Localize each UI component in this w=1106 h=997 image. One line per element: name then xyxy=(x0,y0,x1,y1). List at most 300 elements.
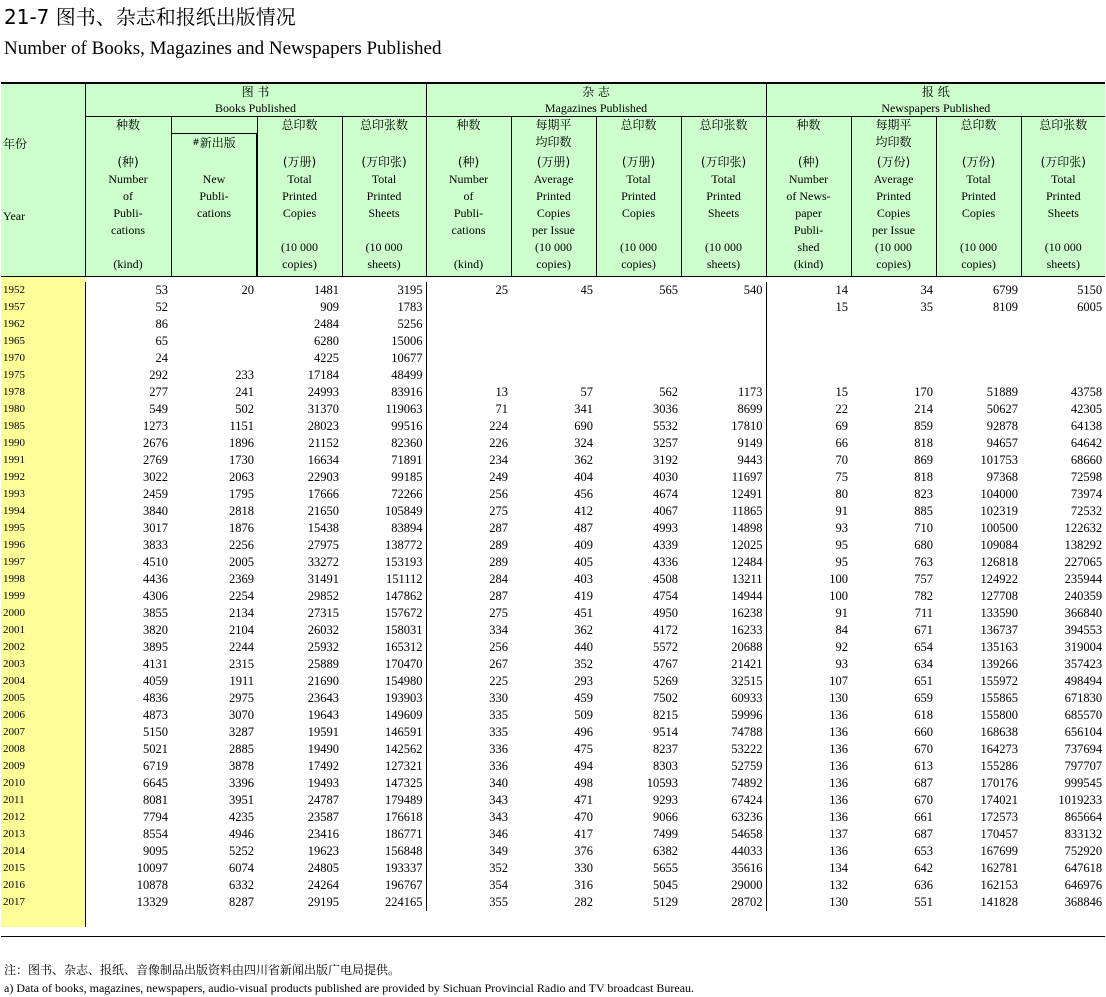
value-cell: 3951 xyxy=(229,793,254,807)
value-cell: 3022 xyxy=(85,469,171,486)
value-cell: 687 xyxy=(914,776,934,790)
value-cell: 142562 xyxy=(385,742,423,756)
value-cell: 4508 xyxy=(653,572,679,586)
value-cell: 19591 xyxy=(307,725,339,739)
value-cell: 9443 xyxy=(737,453,763,467)
value-cell: 8303 xyxy=(653,759,679,773)
value-cell: 193903 xyxy=(385,691,423,705)
value-cell: 2315 xyxy=(229,657,254,671)
value-cell: 6719 xyxy=(85,758,171,775)
value-cell: 782 xyxy=(914,589,934,603)
value-cell xyxy=(171,333,257,350)
value-cell: 130 xyxy=(766,894,851,911)
value-cell: 282 xyxy=(574,895,594,909)
value-cell: 737694 xyxy=(1064,742,1103,756)
group-header-row xyxy=(1,83,1105,117)
year-cell: 2009 xyxy=(1,758,85,775)
value-cell: 343 xyxy=(426,809,511,826)
table-row xyxy=(1,741,1105,758)
value-cell: 470 xyxy=(574,810,594,824)
value-cell: 24787 xyxy=(307,793,339,807)
value-cell: 757 xyxy=(914,572,934,586)
value-cell: 10593 xyxy=(646,776,679,790)
value-cell: 133590 xyxy=(980,606,1019,620)
value-cell: 22 xyxy=(766,401,851,418)
value-cell: 403 xyxy=(574,572,594,586)
table-row xyxy=(1,316,1105,333)
group-newspapers xyxy=(766,83,1105,117)
value-cell: 23587 xyxy=(307,810,339,824)
value-cell: 63236 xyxy=(731,810,763,824)
year-cell: 2012 xyxy=(1,809,85,826)
value-cell xyxy=(766,316,851,333)
value-cell: 162153 xyxy=(980,878,1019,892)
value-cell xyxy=(596,333,681,350)
year-cell: 2010 xyxy=(1,775,85,792)
value-cell: 4950 xyxy=(653,606,679,620)
value-cell: 5252 xyxy=(229,844,254,858)
value-cell: 138772 xyxy=(385,538,423,552)
value-cell: 3855 xyxy=(85,605,171,622)
table-row xyxy=(1,503,1105,520)
value-cell: 4873 xyxy=(85,707,171,724)
year-cell: 2011 xyxy=(1,792,85,809)
value-cell xyxy=(1021,316,1105,333)
value-cell: 155972 xyxy=(980,674,1019,688)
value-cell: 909 xyxy=(320,300,339,314)
value-cell: 1151 xyxy=(229,419,254,433)
value-cell: 451 xyxy=(574,606,594,620)
value-cell: 646976 xyxy=(1064,878,1103,892)
value-cell: 289 xyxy=(426,554,511,571)
value-cell: 71891 xyxy=(391,453,423,467)
value-cell: 17492 xyxy=(307,759,339,773)
value-cell: 3895 xyxy=(85,639,171,656)
statistics-table xyxy=(1,82,1105,927)
value-cell: 94657 xyxy=(986,436,1019,450)
value-cell: 8081 xyxy=(85,792,171,809)
year-cell: 1985 xyxy=(1,418,85,435)
value-cell: 32515 xyxy=(731,674,763,688)
value-cell: 818 xyxy=(914,436,934,450)
value-cell: 10097 xyxy=(85,860,171,877)
value-cell: 4172 xyxy=(653,623,679,637)
value-cell: 72266 xyxy=(391,487,423,501)
column-header-en: Average Printed Copies per Issue xyxy=(872,172,916,237)
value-cell: 5150 xyxy=(85,724,171,741)
value-cell: 44033 xyxy=(731,844,763,858)
value-cell: 496 xyxy=(574,725,594,739)
value-cell: 43758 xyxy=(1070,385,1103,399)
value-cell: 249 xyxy=(426,469,511,486)
page-title-en: Number of Books, Magazines and Newspapers Published xyxy=(4,38,442,59)
value-cell: 330 xyxy=(426,690,511,707)
value-cell: 72532 xyxy=(1070,504,1103,518)
column-unit-cn: (种) xyxy=(797,155,820,169)
value-cell: 334 xyxy=(426,622,511,639)
value-cell: 16634 xyxy=(307,453,339,467)
value-cell: 2104 xyxy=(229,623,254,637)
value-cell: 153193 xyxy=(385,555,423,569)
value-cell: 865664 xyxy=(1064,810,1103,824)
value-cell: 340 xyxy=(426,775,511,792)
group-books-cn: 图 书 xyxy=(241,85,270,99)
table-row xyxy=(1,486,1105,503)
value-cell: 3036 xyxy=(653,402,679,416)
year-cell: 2015 xyxy=(1,860,85,877)
value-cell: 275 xyxy=(426,503,511,520)
value-cell: 29000 xyxy=(731,878,763,892)
value-cell: 86 xyxy=(85,316,171,333)
column-header-en: New Publi- cations xyxy=(197,172,231,220)
value-cell: 66 xyxy=(766,435,851,452)
value-cell: 53 xyxy=(85,282,171,299)
value-cell: 502 xyxy=(235,402,254,416)
value-cell: 4030 xyxy=(653,470,679,484)
value-cell: 26032 xyxy=(307,623,339,637)
value-cell: 487 xyxy=(574,521,594,535)
value-cell: 1481 xyxy=(314,283,339,297)
column-unit-cn: (种) xyxy=(117,155,139,169)
value-cell xyxy=(851,367,936,384)
value-cell: 4225 xyxy=(314,351,339,365)
column-header xyxy=(1021,117,1105,277)
column-unit-en: (10 000 copies) xyxy=(535,240,573,271)
value-cell xyxy=(426,367,511,384)
value-cell: 22903 xyxy=(307,470,339,484)
value-cell xyxy=(766,350,851,367)
value-cell: 549 xyxy=(85,401,171,418)
value-cell: 157672 xyxy=(385,606,423,620)
value-cell: 14898 xyxy=(731,521,763,535)
value-cell: 25932 xyxy=(307,640,339,654)
value-cell: 540 xyxy=(743,283,763,297)
value-cell: 823 xyxy=(914,487,934,501)
value-cell: 2484 xyxy=(314,317,339,331)
value-cell: 80 xyxy=(766,486,851,503)
value-cell: 651 xyxy=(914,674,934,688)
value-cell: 1795 xyxy=(229,487,254,501)
value-cell: 53222 xyxy=(731,742,763,756)
value-cell: 409 xyxy=(574,538,594,552)
value-cell: 647618 xyxy=(1064,861,1103,875)
column-header-cn: 每期平 均印数 xyxy=(535,118,572,149)
value-cell: 25 xyxy=(426,282,511,299)
value-cell: 711 xyxy=(914,606,934,620)
year-cell: 1952 xyxy=(1,282,85,299)
value-cell: 642 xyxy=(914,861,934,875)
value-cell: 336 xyxy=(426,741,511,758)
table-row xyxy=(1,690,1105,707)
value-cell: 362 xyxy=(574,453,594,467)
value-cell: 72598 xyxy=(1070,470,1103,484)
value-cell: 10677 xyxy=(391,351,423,365)
value-cell: 1911 xyxy=(229,674,254,688)
table-row xyxy=(1,826,1105,843)
value-cell: 5532 xyxy=(653,419,679,433)
year-cell: 1957 xyxy=(1,299,85,316)
value-cell xyxy=(426,350,511,367)
value-cell xyxy=(426,333,511,350)
value-cell xyxy=(171,316,257,333)
value-cell: 165312 xyxy=(385,640,423,654)
table-row xyxy=(1,673,1105,690)
column-unit-cn: (万册) xyxy=(621,155,656,169)
value-cell: 69 xyxy=(766,418,851,435)
value-cell: 139266 xyxy=(980,657,1019,671)
value-cell: 126818 xyxy=(980,555,1019,569)
value-cell: 136 xyxy=(766,843,851,860)
value-cell: 8554 xyxy=(85,826,171,843)
value-cell: 1730 xyxy=(229,453,254,467)
value-cell: 51889 xyxy=(986,385,1019,399)
value-cell: 21650 xyxy=(307,504,339,518)
value-cell: 132 xyxy=(766,877,851,894)
value-cell: 4510 xyxy=(85,554,171,571)
value-cell: 9514 xyxy=(653,725,679,739)
value-cell xyxy=(936,316,1021,333)
table-row xyxy=(1,418,1105,435)
column-unit-en: (10 000 sheets) xyxy=(705,240,743,271)
value-cell xyxy=(511,333,596,350)
value-cell: 2676 xyxy=(85,435,171,452)
value-cell: 19490 xyxy=(307,742,339,756)
year-cell: 1998 xyxy=(1,571,85,588)
value-cell: 352 xyxy=(574,657,594,671)
value-cell: 3878 xyxy=(229,759,254,773)
value-cell: 4767 xyxy=(653,657,679,671)
value-cell: 636 xyxy=(914,878,934,892)
value-cell: 797707 xyxy=(1064,759,1103,773)
value-cell: 107 xyxy=(766,673,851,690)
value-cell: 100 xyxy=(766,571,851,588)
value-cell: 4946 xyxy=(229,827,254,841)
table-row xyxy=(1,401,1105,418)
table-row xyxy=(1,520,1105,537)
value-cell: 417 xyxy=(574,827,594,841)
value-cell: 6799 xyxy=(993,283,1019,297)
year-cell: 1962 xyxy=(1,316,85,333)
value-cell: 687 xyxy=(914,827,934,841)
value-cell: 336 xyxy=(426,758,511,775)
group-magazines xyxy=(426,83,766,117)
value-cell: 95 xyxy=(766,537,851,554)
value-cell xyxy=(681,367,766,384)
value-cell: 6005 xyxy=(1077,300,1103,314)
year-cell: 1999 xyxy=(1,588,85,605)
value-cell: 3287 xyxy=(229,725,254,739)
value-cell: 671830 xyxy=(1064,691,1103,705)
value-cell: 176618 xyxy=(385,810,423,824)
value-cell: 68660 xyxy=(1070,453,1103,467)
value-cell: 660 xyxy=(914,725,934,739)
value-cell: 17810 xyxy=(731,419,763,433)
value-cell: 653 xyxy=(914,844,934,858)
value-cell: 471 xyxy=(574,793,594,807)
year-cell: 1980 xyxy=(1,401,85,418)
value-cell: 170457 xyxy=(980,827,1019,841)
value-cell xyxy=(681,299,766,316)
page-title-cn: 21-7 图书、杂志和报纸出版情况 xyxy=(4,5,296,29)
value-cell: 24 xyxy=(85,350,171,367)
value-cell: 84 xyxy=(766,622,851,639)
value-cell: 2369 xyxy=(229,572,254,586)
column-header-en: Total Printed Sheets xyxy=(366,172,402,220)
column-unit-en: (10 000 copies) xyxy=(281,240,318,271)
value-cell: 2459 xyxy=(85,486,171,503)
value-cell: 224 xyxy=(426,418,511,435)
value-cell: 3257 xyxy=(653,436,679,450)
value-cell: 179489 xyxy=(385,793,423,807)
column-header-cn: 总印张数 xyxy=(360,118,409,132)
value-cell: 2769 xyxy=(85,452,171,469)
value-cell: 93 xyxy=(766,656,851,673)
value-cell: 5269 xyxy=(653,674,679,688)
year-header-cn: 年份 xyxy=(3,137,28,151)
value-cell: 104000 xyxy=(980,487,1019,501)
value-cell: 23643 xyxy=(307,691,339,705)
year-cell: 1997 xyxy=(1,554,85,571)
value-cell: 292 xyxy=(85,367,171,384)
value-cell: 101753 xyxy=(980,453,1019,467)
column-header-cn: 种数 xyxy=(456,118,481,132)
year-cell: 2000 xyxy=(1,605,85,622)
value-cell: 6332 xyxy=(229,878,254,892)
value-cell: 289 xyxy=(426,537,511,554)
value-cell: 5256 xyxy=(397,317,423,331)
year-cell: 2013 xyxy=(1,826,85,843)
value-cell: 92878 xyxy=(986,419,1019,433)
year-cell: 2008 xyxy=(1,741,85,758)
value-cell: 35 xyxy=(920,300,934,314)
value-cell: 149609 xyxy=(385,708,423,722)
value-cell: 75 xyxy=(766,469,851,486)
value-cell xyxy=(171,350,257,367)
value-cell: 214 xyxy=(914,402,934,416)
value-cell: 127708 xyxy=(980,589,1019,603)
value-cell: 4131 xyxy=(85,656,171,673)
value-cell: 4059 xyxy=(85,673,171,690)
value-cell: 324 xyxy=(574,436,594,450)
column-header-cn: 总印数 xyxy=(620,118,657,132)
value-cell xyxy=(936,367,1021,384)
column-unit-en: (10 000 sheets) xyxy=(365,240,403,271)
column-header xyxy=(342,117,426,277)
value-cell: 9293 xyxy=(653,793,679,807)
value-cell: 20688 xyxy=(731,640,763,654)
value-cell: 459 xyxy=(574,691,594,705)
value-cell: 137 xyxy=(766,826,851,843)
value-cell: 119063 xyxy=(385,402,423,416)
table-row xyxy=(1,860,1105,877)
value-cell: 7794 xyxy=(85,809,171,826)
year-cell: 1991 xyxy=(1,452,85,469)
group-magazines-cn: 杂 志 xyxy=(582,85,610,99)
column-header-en: Total Printed Copies xyxy=(961,172,996,220)
value-cell: 275 xyxy=(426,605,511,622)
value-cell: 661 xyxy=(914,810,934,824)
value-cell: 15006 xyxy=(391,334,423,348)
value-cell: 225 xyxy=(426,673,511,690)
column-unit-en: (10 000 sheets) xyxy=(1044,240,1082,271)
value-cell: 3070 xyxy=(229,708,254,722)
year-header-en: Year xyxy=(3,209,26,223)
value-cell xyxy=(596,350,681,367)
value-cell: 346 xyxy=(426,826,511,843)
value-cell: 2063 xyxy=(229,470,254,484)
year-cell: 2003 xyxy=(1,656,85,673)
column-header-en: Average Printed Copies per Issue xyxy=(532,172,575,237)
value-cell: 170176 xyxy=(980,776,1019,790)
value-cell: 167699 xyxy=(980,844,1019,858)
table-row xyxy=(1,656,1105,673)
value-cell: 134 xyxy=(766,860,851,877)
column-header xyxy=(511,117,596,277)
value-cell: 16233 xyxy=(731,623,763,637)
group-books xyxy=(85,83,426,117)
value-cell: 16238 xyxy=(731,606,763,620)
value-cell: 235944 xyxy=(1064,572,1103,586)
value-cell: 256 xyxy=(426,639,511,656)
value-cell: 394553 xyxy=(1064,623,1103,637)
value-cell: 412 xyxy=(574,504,594,518)
value-cell: 24264 xyxy=(307,878,339,892)
column-header-en: Total Printed Sheets xyxy=(706,172,741,220)
value-cell: 23416 xyxy=(307,827,339,841)
value-cell xyxy=(766,333,851,350)
year-header xyxy=(1,83,85,277)
table-row xyxy=(1,758,1105,775)
value-cell: 352 xyxy=(426,860,511,877)
value-cell: 11865 xyxy=(731,504,763,518)
value-cell: 5045 xyxy=(653,878,679,892)
value-cell: 147862 xyxy=(385,589,423,603)
value-cell: 82360 xyxy=(391,436,423,450)
table-body xyxy=(1,282,1105,927)
column-header-cn: 总印张数 xyxy=(1039,118,1088,132)
value-cell: 335 xyxy=(426,724,511,741)
column-unit-cn: (万印张) xyxy=(1040,155,1086,169)
value-cell: 277 xyxy=(85,384,171,401)
value-cell: 284 xyxy=(426,571,511,588)
value-cell: 5572 xyxy=(653,640,679,654)
value-cell xyxy=(1021,367,1105,384)
year-cell: 1975 xyxy=(1,367,85,384)
table-row xyxy=(1,775,1105,792)
table-row xyxy=(1,469,1105,486)
table-row xyxy=(1,894,1105,911)
value-cell: 59996 xyxy=(731,708,763,722)
value-cell: 362 xyxy=(574,623,594,637)
value-cell xyxy=(511,299,596,316)
group-magazines-en: Magazines Published xyxy=(544,101,648,115)
column-header-en: Number of Publi- cations xyxy=(108,172,148,237)
value-cell: 233 xyxy=(235,368,254,382)
table-row xyxy=(1,299,1105,316)
value-cell: 14944 xyxy=(731,589,763,603)
value-cell: 74892 xyxy=(731,776,763,790)
value-cell: 19643 xyxy=(307,708,339,722)
value-cell: 31491 xyxy=(307,572,339,586)
note-cn: 注：图书、杂志、报纸、音像制品出版资料由四川省新闻出版广电局提供。 xyxy=(4,963,401,977)
value-cell: 19493 xyxy=(307,776,339,790)
year-cell: 2016 xyxy=(1,877,85,894)
group-books-en: Books Published xyxy=(215,101,297,115)
value-cell: 659 xyxy=(914,691,934,705)
value-cell: 25889 xyxy=(307,657,339,671)
value-cell: 341 xyxy=(574,402,594,416)
value-cell: 151112 xyxy=(385,572,423,586)
